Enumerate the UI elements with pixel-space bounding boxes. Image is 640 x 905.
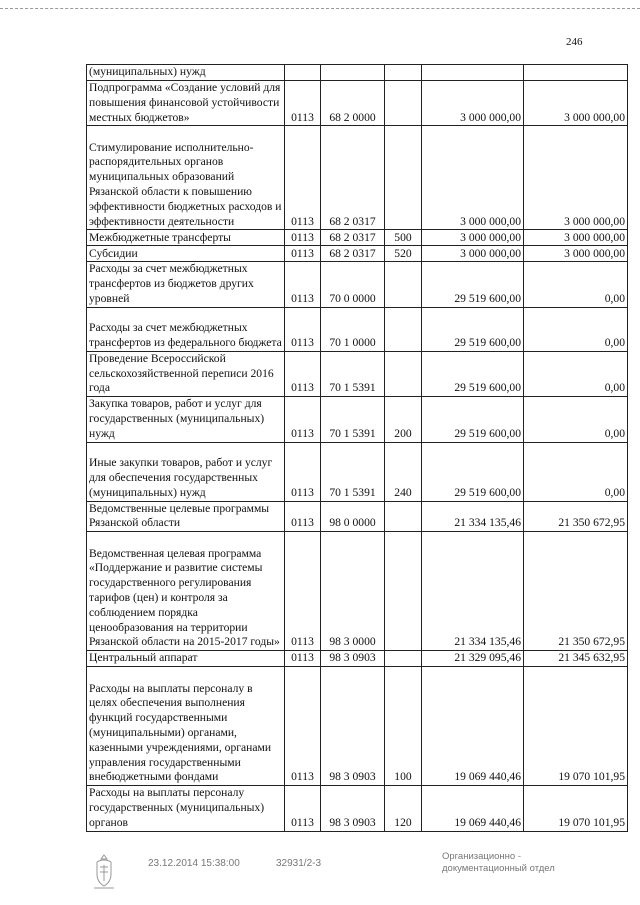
cell-csr: 70 1 5391 bbox=[321, 351, 385, 396]
cell-sec: 0113 bbox=[285, 442, 321, 501]
cell-csr: 98 3 0903 bbox=[321, 786, 385, 831]
cell-y2: 0,00 bbox=[524, 262, 628, 307]
cell-sec: 0113 bbox=[285, 786, 321, 831]
cell-csr: 68 2 0000 bbox=[321, 81, 385, 126]
cell-y1: 29 519 600,00 bbox=[422, 262, 524, 307]
table-row bbox=[87, 651, 628, 667]
cell-y2: 0,00 bbox=[524, 351, 628, 396]
cell-csr: 70 1 0000 bbox=[321, 307, 385, 351]
cell-vr bbox=[385, 532, 422, 651]
cell-csr: 98 3 0000 bbox=[321, 532, 385, 651]
cell-name: Субсидии bbox=[87, 246, 285, 262]
cell-y2 bbox=[524, 65, 628, 81]
cell-y1: 29 519 600,00 bbox=[422, 397, 524, 442]
cell-name: (муниципальных) нужд bbox=[87, 65, 285, 81]
cell-sec: 0113 bbox=[285, 532, 321, 651]
table-row bbox=[87, 246, 628, 262]
budget-table bbox=[86, 64, 628, 832]
cell-y1: 29 519 600,00 bbox=[422, 307, 524, 351]
table-row bbox=[87, 501, 628, 532]
cell-y1: 19 069 440,46 bbox=[422, 667, 524, 786]
table-row bbox=[87, 667, 628, 786]
cell-name: Расходы на выплаты персоналу государственных (муниципальных) органов bbox=[87, 786, 285, 831]
cell-sec: 0113 bbox=[285, 246, 321, 262]
footer-org-line-1: Организационно - bbox=[442, 851, 522, 862]
cell-y1 bbox=[422, 65, 524, 81]
cell-y1: 19 069 440,46 bbox=[422, 786, 524, 831]
cell-vr bbox=[385, 651, 422, 667]
cell-y1: 3 000 000,00 bbox=[422, 81, 524, 126]
cell-csr: 68 2 0317 bbox=[321, 246, 385, 262]
cell-vr: 200 bbox=[385, 397, 422, 442]
cell-y1: 21 329 095,46 bbox=[422, 651, 524, 667]
table-row bbox=[87, 397, 628, 442]
cell-y2: 0,00 bbox=[524, 442, 628, 501]
cell-name: Подпрограмма «Создание условий для повышения финансовой устойчивости местных бюджетов» bbox=[87, 81, 285, 126]
cell-y1: 29 519 600,00 bbox=[422, 442, 524, 501]
cell-name: Стимулирование исполнительно-распорядительных органов муниципальных образований Рязанской области к повышению эффективности бюджетных расходов и эффективности деятельности bbox=[87, 126, 285, 230]
cell-y2: 19 070 101,95 bbox=[524, 667, 628, 786]
cell-y2: 3 000 000,00 bbox=[524, 126, 628, 230]
cell-sec: 0113 bbox=[285, 262, 321, 307]
cell-csr: 98 3 0903 bbox=[321, 651, 385, 667]
cell-vr: 520 bbox=[385, 246, 422, 262]
cell-name: Расходы на выплаты персоналу в целях обеспечения выполнения функций государственными (муниципальными) органами, казенными учреждениями, органами управления государственными внебюджетными фондами bbox=[87, 667, 285, 786]
cell-y2: 21 350 672,95 bbox=[524, 501, 628, 532]
table-row bbox=[87, 786, 628, 831]
table-row bbox=[87, 230, 628, 246]
cell-vr bbox=[385, 81, 422, 126]
table-row bbox=[87, 262, 628, 307]
top-scan-rule bbox=[0, 8, 640, 9]
cell-y2: 3 000 000,00 bbox=[524, 230, 628, 246]
cell-y2: 0,00 bbox=[524, 397, 628, 442]
table-row bbox=[87, 532, 628, 651]
cell-csr: 70 1 5391 bbox=[321, 442, 385, 501]
cell-y2: 21 345 632,95 bbox=[524, 651, 628, 667]
cell-sec: 0113 bbox=[285, 667, 321, 786]
cell-y1: 3 000 000,00 bbox=[422, 230, 524, 246]
cell-vr bbox=[385, 126, 422, 230]
cell-name: Расходы за счет межбюджетных трансфертов из федерального бюджета bbox=[87, 307, 285, 351]
cell-vr: 500 bbox=[385, 230, 422, 246]
table-row bbox=[87, 81, 628, 126]
cell-vr: 240 bbox=[385, 442, 422, 501]
table-row bbox=[87, 126, 628, 230]
table-row bbox=[87, 65, 628, 81]
cell-name: Центральный аппарат bbox=[87, 651, 285, 667]
cell-vr: 100 bbox=[385, 667, 422, 786]
footer-timestamp: 23.12.2014 15:38:00 bbox=[148, 858, 240, 869]
cell-csr: 70 1 5391 bbox=[321, 397, 385, 442]
footer-document-code: 32931/2-3 bbox=[276, 858, 322, 869]
cell-y2: 0,00 bbox=[524, 307, 628, 351]
cell-name: Ведомственная целевая программа «Поддержание и развитие системы государственного регулирования тарифов (цен) и контроля за соблюдением порядка ценообразования на территории Рязанской области на 2015-2017 годы» bbox=[87, 532, 285, 651]
cell-name: Межбюджетные трансферты bbox=[87, 230, 285, 246]
cell-sec: 0113 bbox=[285, 126, 321, 230]
budget-table-body bbox=[87, 65, 628, 832]
cell-csr bbox=[321, 65, 385, 81]
cell-csr: 98 0 0000 bbox=[321, 501, 385, 532]
cell-y1: 29 519 600,00 bbox=[422, 351, 524, 396]
cell-sec: 0113 bbox=[285, 307, 321, 351]
cell-csr: 70 0 0000 bbox=[321, 262, 385, 307]
cell-y1: 3 000 000,00 bbox=[422, 246, 524, 262]
cell-vr bbox=[385, 262, 422, 307]
cell-name: Ведомственные целевые программы Рязанской области bbox=[87, 501, 285, 532]
cell-csr: 68 2 0317 bbox=[321, 126, 385, 230]
cell-sec: 0113 bbox=[285, 351, 321, 396]
cell-vr bbox=[385, 501, 422, 532]
cell-sec: 0113 bbox=[285, 651, 321, 667]
coat-of-arms-icon bbox=[90, 852, 118, 892]
cell-csr: 98 3 0903 bbox=[321, 667, 385, 786]
cell-name: Расходы за счет межбюджетных трансфертов из бюджетов других уровней bbox=[87, 262, 285, 307]
cell-sec: 0113 bbox=[285, 397, 321, 442]
cell-name: Проведение Всероссийской сельскохозяйственной переписи 2016 года bbox=[87, 351, 285, 396]
page-number: 246 bbox=[566, 36, 583, 48]
footer-org-line-2: документационный отдел bbox=[442, 863, 555, 874]
cell-name: Закупка товаров, работ и услуг для государственных (муниципальных) нужд bbox=[87, 397, 285, 442]
cell-y2: 21 350 672,95 bbox=[524, 532, 628, 651]
cell-y1: 21 334 135,46 bbox=[422, 501, 524, 532]
cell-y1: 3 000 000,00 bbox=[422, 126, 524, 230]
cell-vr bbox=[385, 351, 422, 396]
cell-vr: 120 bbox=[385, 786, 422, 831]
cell-y2: 3 000 000,00 bbox=[524, 81, 628, 126]
cell-sec: 0113 bbox=[285, 81, 321, 126]
cell-sec: 0113 bbox=[285, 230, 321, 246]
cell-vr bbox=[385, 307, 422, 351]
cell-sec bbox=[285, 65, 321, 81]
cell-y2: 19 070 101,95 bbox=[524, 786, 628, 831]
cell-y2: 3 000 000,00 bbox=[524, 246, 628, 262]
cell-vr bbox=[385, 65, 422, 81]
cell-csr: 68 2 0317 bbox=[321, 230, 385, 246]
table-row bbox=[87, 351, 628, 396]
cell-y1: 21 334 135,46 bbox=[422, 532, 524, 651]
cell-name: Иные закупки товаров, работ и услуг для обеспечения государственных (муниципальных) нужд bbox=[87, 442, 285, 501]
cell-sec: 0113 bbox=[285, 501, 321, 532]
footer-org-stamp bbox=[442, 851, 555, 875]
table-row bbox=[87, 442, 628, 501]
table-row bbox=[87, 307, 628, 351]
